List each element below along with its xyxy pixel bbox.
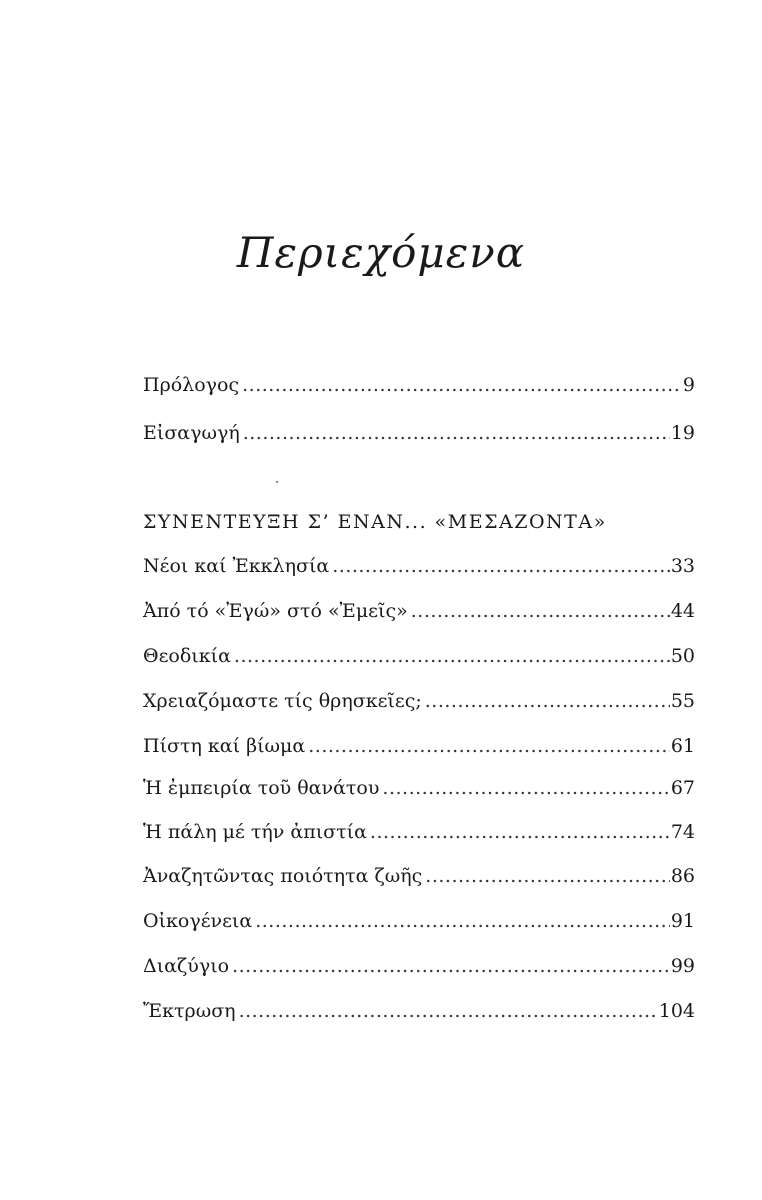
dot-leader bbox=[370, 820, 670, 844]
toc-entry[interactable] bbox=[143, 599, 695, 623]
dot-leader bbox=[239, 999, 658, 1023]
toc-entry-page: 9 bbox=[682, 374, 695, 396]
toc-entry-label: Οἰκογένεια bbox=[143, 910, 253, 932]
toc-entry-page: 61 bbox=[670, 735, 695, 757]
toc-entry[interactable] bbox=[143, 776, 695, 800]
dot-leader bbox=[425, 689, 670, 713]
dot-leader bbox=[425, 864, 670, 888]
toc-entry[interactable] bbox=[143, 999, 695, 1023]
toc-entry[interactable] bbox=[143, 864, 695, 888]
page-title: Περιεχόμενα bbox=[236, 228, 526, 277]
toc-entry[interactable] bbox=[143, 820, 695, 844]
toc-entry-label: Ἡ πάλη μέ τήν ἀπιστία bbox=[143, 821, 367, 843]
toc-entry-page: 44 bbox=[670, 600, 695, 622]
dot-leader bbox=[255, 909, 670, 933]
dot-leader bbox=[308, 734, 670, 758]
dot-leader bbox=[243, 421, 670, 445]
toc-entry-page: 74 bbox=[670, 821, 695, 843]
toc-entry-page: 50 bbox=[670, 645, 695, 667]
toc-entry-page: 33 bbox=[670, 555, 695, 577]
section-heading: ΣΥΝΕΝΤΕΥΞΗ Σ’ ΕΝΑΝ... «ΜΕΣΑΖΟΝΤΑ» bbox=[143, 511, 607, 533]
toc-entry[interactable] bbox=[143, 909, 695, 933]
toc-entry-page: 99 bbox=[670, 955, 695, 977]
toc-entry-page: 91 bbox=[670, 910, 695, 932]
dot-leader bbox=[332, 554, 670, 578]
toc-entry-label: Πίστη καί βίωμα bbox=[143, 735, 306, 757]
toc-entry-introduction[interactable] bbox=[143, 421, 695, 445]
toc-entry-label: Ἀπό τό «Ἐγώ» στό «Ἐμεῖς» bbox=[143, 600, 408, 622]
dot-leader bbox=[242, 373, 682, 397]
dot-leader bbox=[232, 954, 670, 978]
toc-entry-label: Θεοδικία bbox=[143, 645, 231, 667]
toc-entry-page: 104 bbox=[658, 1000, 695, 1022]
toc-entry-label: Εἰσαγωγή bbox=[143, 422, 240, 444]
toc-entry-label: Νέοι καί Ἐκκλησία bbox=[143, 555, 330, 577]
toc-entry-label: Διαζύγιο bbox=[143, 955, 230, 977]
toc-entry-prologue[interactable] bbox=[143, 373, 695, 397]
toc-entry[interactable] bbox=[143, 689, 695, 713]
toc-entry-label: Ἀναζητῶντας ποιότητα ζωῆς bbox=[143, 865, 423, 887]
toc-entry-label: Ἡ ἐμπειρία τοῦ θανάτου bbox=[143, 777, 380, 799]
dot-leader bbox=[411, 599, 670, 623]
toc-entry-label: Πρόλογος bbox=[143, 374, 240, 396]
toc-entry[interactable] bbox=[143, 954, 695, 978]
toc-entry[interactable] bbox=[143, 644, 695, 668]
toc-entry-page: 19 bbox=[670, 422, 695, 444]
toc-entry[interactable] bbox=[143, 734, 695, 758]
dot-leader bbox=[382, 776, 669, 800]
toc-entry-page: 67 bbox=[670, 777, 695, 799]
scan-speck bbox=[276, 481, 278, 483]
dot-leader bbox=[234, 644, 670, 668]
toc-entry[interactable] bbox=[143, 554, 695, 578]
toc-entry-label: Χρειαζόμαστε τίς θρησκεῖες; bbox=[143, 690, 422, 712]
toc-entry-label: Ἔκτρωση bbox=[143, 1000, 236, 1022]
toc-entry-page: 86 bbox=[670, 865, 695, 887]
toc-entry-page: 55 bbox=[670, 690, 695, 712]
